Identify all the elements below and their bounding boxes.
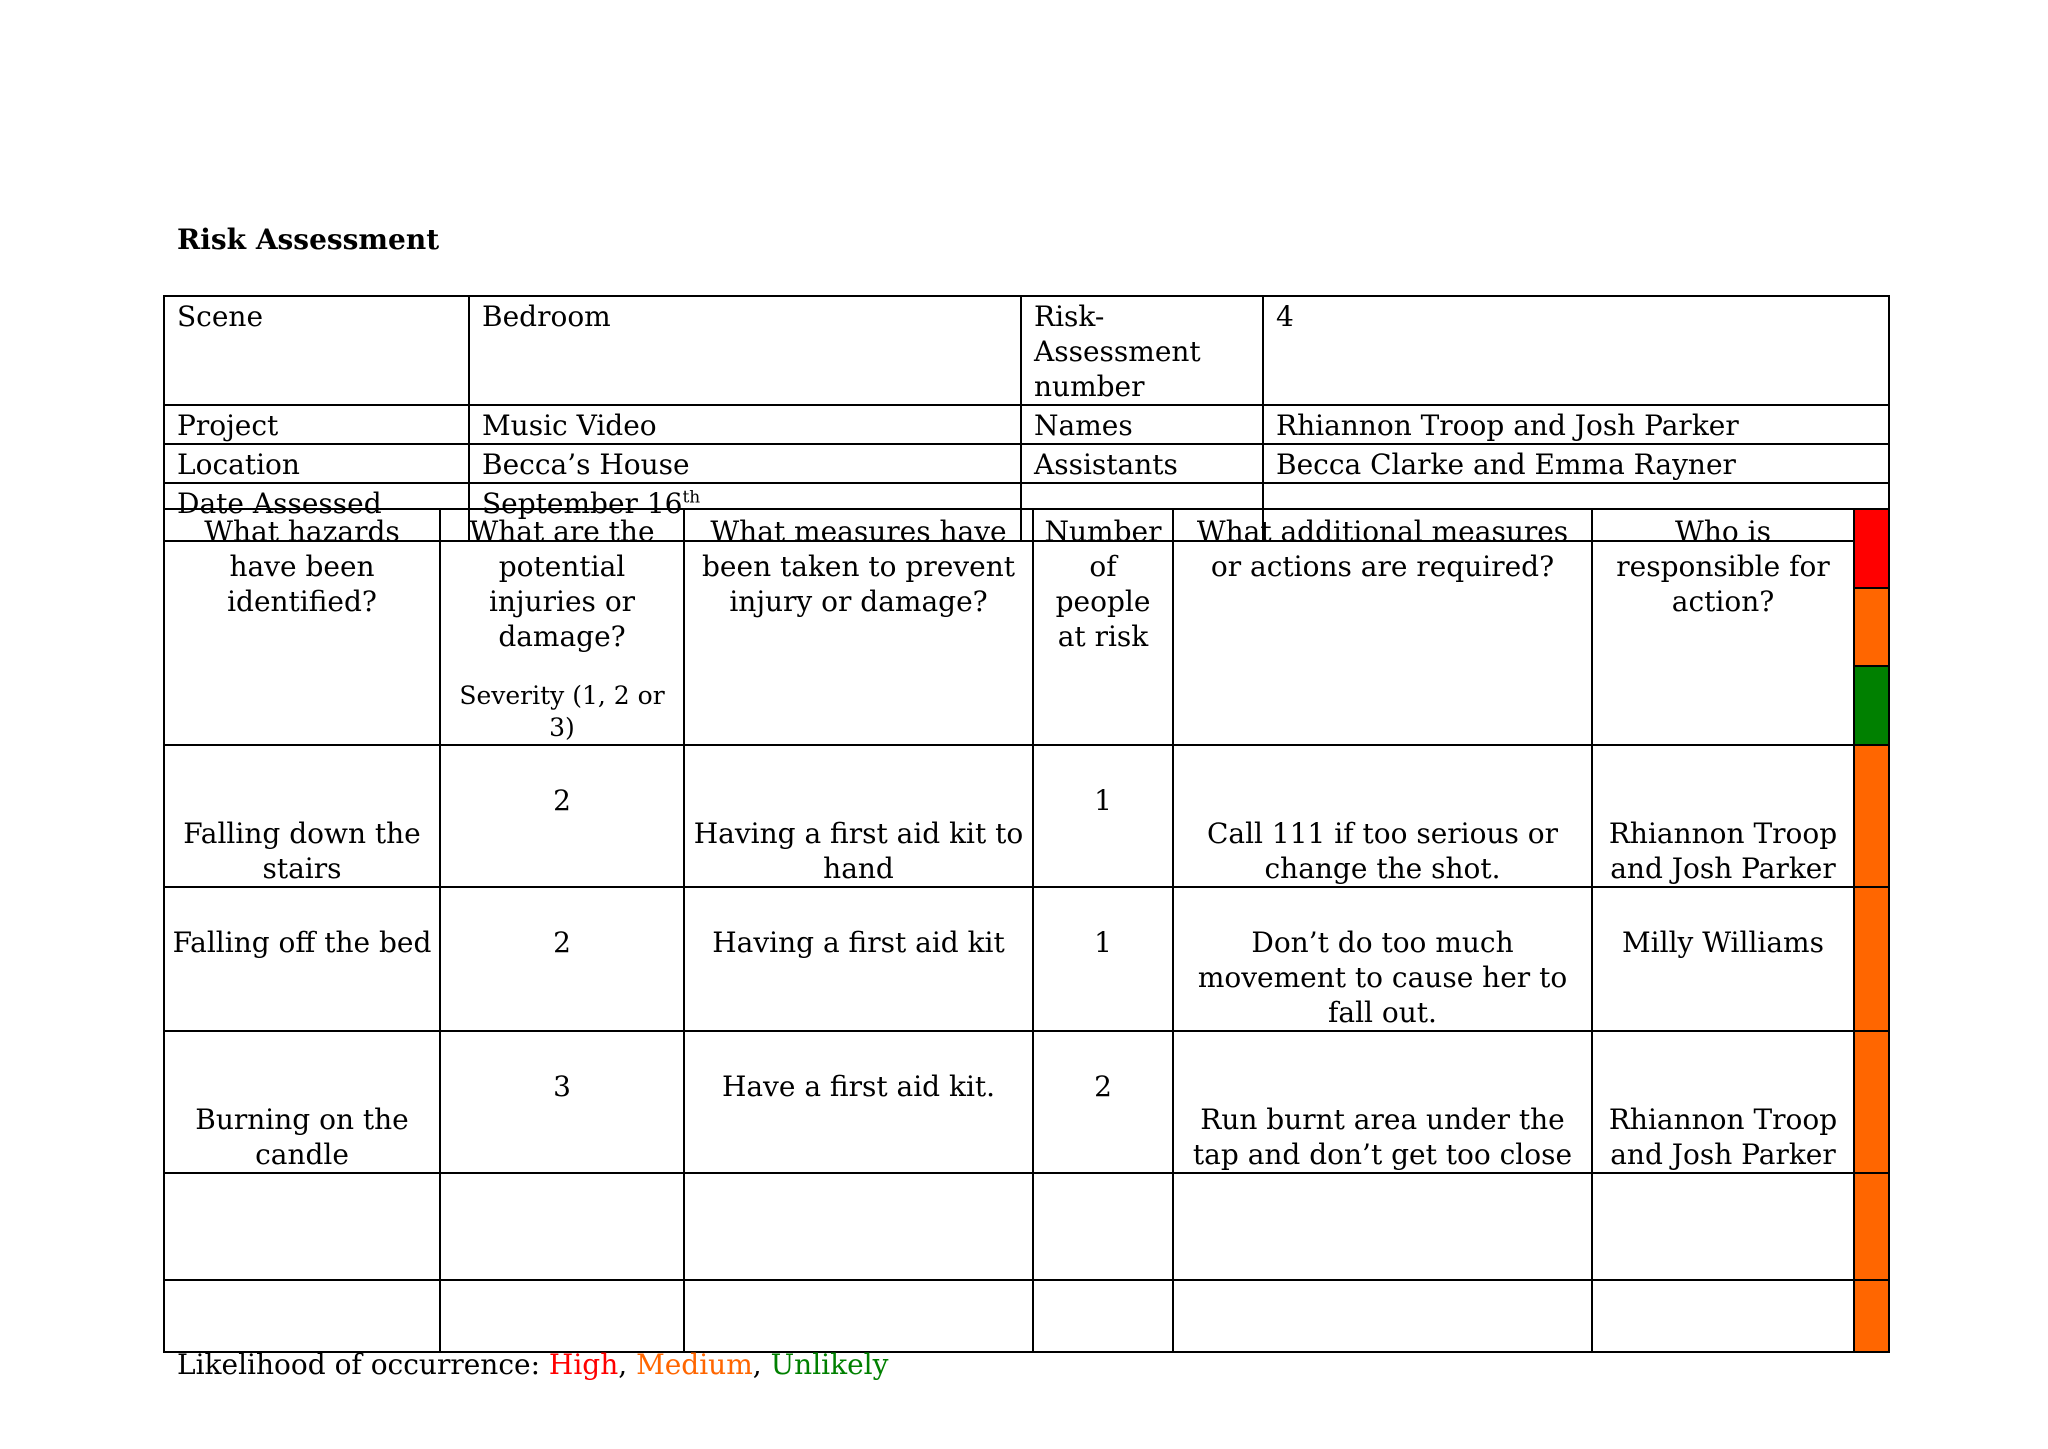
location-label: Location — [164, 444, 469, 483]
severity-note: Severity (1, 2 or 3) — [459, 681, 665, 742]
likelihood-medium: Medium — [636, 1348, 753, 1381]
measures-cell: Have a first aid kit. — [684, 1031, 1033, 1173]
header-responsible: Who is responsible for action? — [1592, 509, 1854, 745]
additional-cell: Run burnt area under the tap and don’t get too close — [1173, 1031, 1592, 1173]
info-row-location — [164, 444, 1889, 483]
likelihood-legend — [177, 1345, 888, 1385]
hazard-cell: Falling down the stairs — [164, 745, 440, 887]
document-title: Risk Assessment — [177, 223, 440, 256]
hazard-table — [163, 508, 1890, 1353]
header-injuries-cell — [440, 509, 684, 745]
ra-number-label: Risk-Assessment number — [1021, 296, 1263, 405]
header-people: Number of people at risk — [1033, 509, 1173, 745]
measures-cell: Having a first aid kit — [684, 887, 1033, 1031]
scene-label: Scene — [164, 296, 469, 405]
responsible-cell: Rhiannon Troop and Josh Parker — [1592, 745, 1854, 887]
hazard-cell: Burning on the candle — [164, 1031, 440, 1173]
likelihood-unlikely: Unlikely — [770, 1348, 889, 1381]
table-row — [164, 887, 1889, 1031]
risk-level-cell — [1854, 887, 1889, 1031]
measures-cell: Having a first aid kit to hand — [684, 745, 1033, 887]
responsible-cell: Milly Williams — [1592, 887, 1854, 1031]
info-row-scene — [164, 296, 1889, 405]
header-additional: What additional measures or actions are required? — [1173, 509, 1592, 745]
ra-number-value: 4 — [1263, 296, 1889, 405]
project-value: Music Video — [469, 405, 1021, 444]
table-row — [164, 1173, 1889, 1280]
info-row-project — [164, 405, 1889, 444]
empty-cell — [1592, 1280, 1854, 1352]
info-table — [163, 295, 1890, 542]
scene-value: Bedroom — [469, 296, 1021, 405]
severity-cell: 2 — [440, 745, 684, 887]
header-hazards: What hazards have been identified? — [164, 509, 440, 745]
names-value: Rhiannon Troop and Josh Parker — [1263, 405, 1889, 444]
hazard-cell: Falling off the bed — [164, 887, 440, 1031]
likelihood-label: Likelihood of occurrence: — [177, 1348, 549, 1381]
date-value: September 16 — [482, 487, 683, 520]
risk-level-cell — [1854, 745, 1889, 887]
people-cell: 1 — [1033, 745, 1173, 887]
likelihood-separator: , — [752, 1348, 771, 1381]
risk-key — [1854, 509, 1889, 745]
assistants-label: Assistants — [1021, 444, 1263, 483]
empty-cell — [1033, 1173, 1173, 1280]
responsible-cell: Rhiannon Troop and Josh Parker — [1592, 1031, 1854, 1173]
people-cell: 1 — [1033, 887, 1173, 1031]
risk-level-cell — [1854, 1031, 1889, 1173]
empty-cell — [1173, 1173, 1592, 1280]
header-injuries: What are the potential injuries or damage? — [469, 515, 655, 653]
date-suffix: th — [682, 487, 701, 508]
people-cell: 2 — [1033, 1031, 1173, 1173]
likelihood-separator: , — [618, 1348, 637, 1381]
likelihood-high: High — [548, 1348, 619, 1381]
risk-level-cell — [1854, 1173, 1889, 1280]
empty-cell — [684, 1173, 1033, 1280]
date-label: Date Assessed — [164, 483, 469, 541]
severity-cell: 2 — [440, 887, 684, 1031]
assistants-value: Becca Clarke and Emma Rayner — [1263, 444, 1889, 483]
header-measures: What measures have been taken to prevent injury or damage? — [684, 509, 1033, 745]
empty-cell — [440, 1173, 684, 1280]
risk-key-medium — [1855, 589, 1888, 668]
header-row — [164, 509, 1889, 745]
risk-key-high — [1855, 510, 1888, 589]
table-row — [164, 1280, 1889, 1352]
risk-level-cell — [1854, 1280, 1889, 1352]
additional-cell: Don’t do too much movement to cause her to fall out. — [1173, 887, 1592, 1031]
table-row — [164, 745, 1889, 887]
location-value: Becca’s House — [469, 444, 1021, 483]
empty-cell — [684, 1280, 1033, 1352]
project-label: Project — [164, 405, 469, 444]
empty-cell — [1592, 1173, 1854, 1280]
names-label: Names — [1021, 405, 1263, 444]
table-row — [164, 1031, 1889, 1173]
severity-cell: 3 — [440, 1031, 684, 1173]
empty-cell — [164, 1280, 440, 1352]
additional-cell: Call 111 if too serious or change the shot. — [1173, 745, 1592, 887]
empty-cell — [164, 1173, 440, 1280]
empty-cell — [1033, 1280, 1173, 1352]
risk-key-unlikely — [1855, 667, 1888, 744]
empty-cell — [1173, 1280, 1592, 1352]
empty-cell — [440, 1280, 684, 1352]
